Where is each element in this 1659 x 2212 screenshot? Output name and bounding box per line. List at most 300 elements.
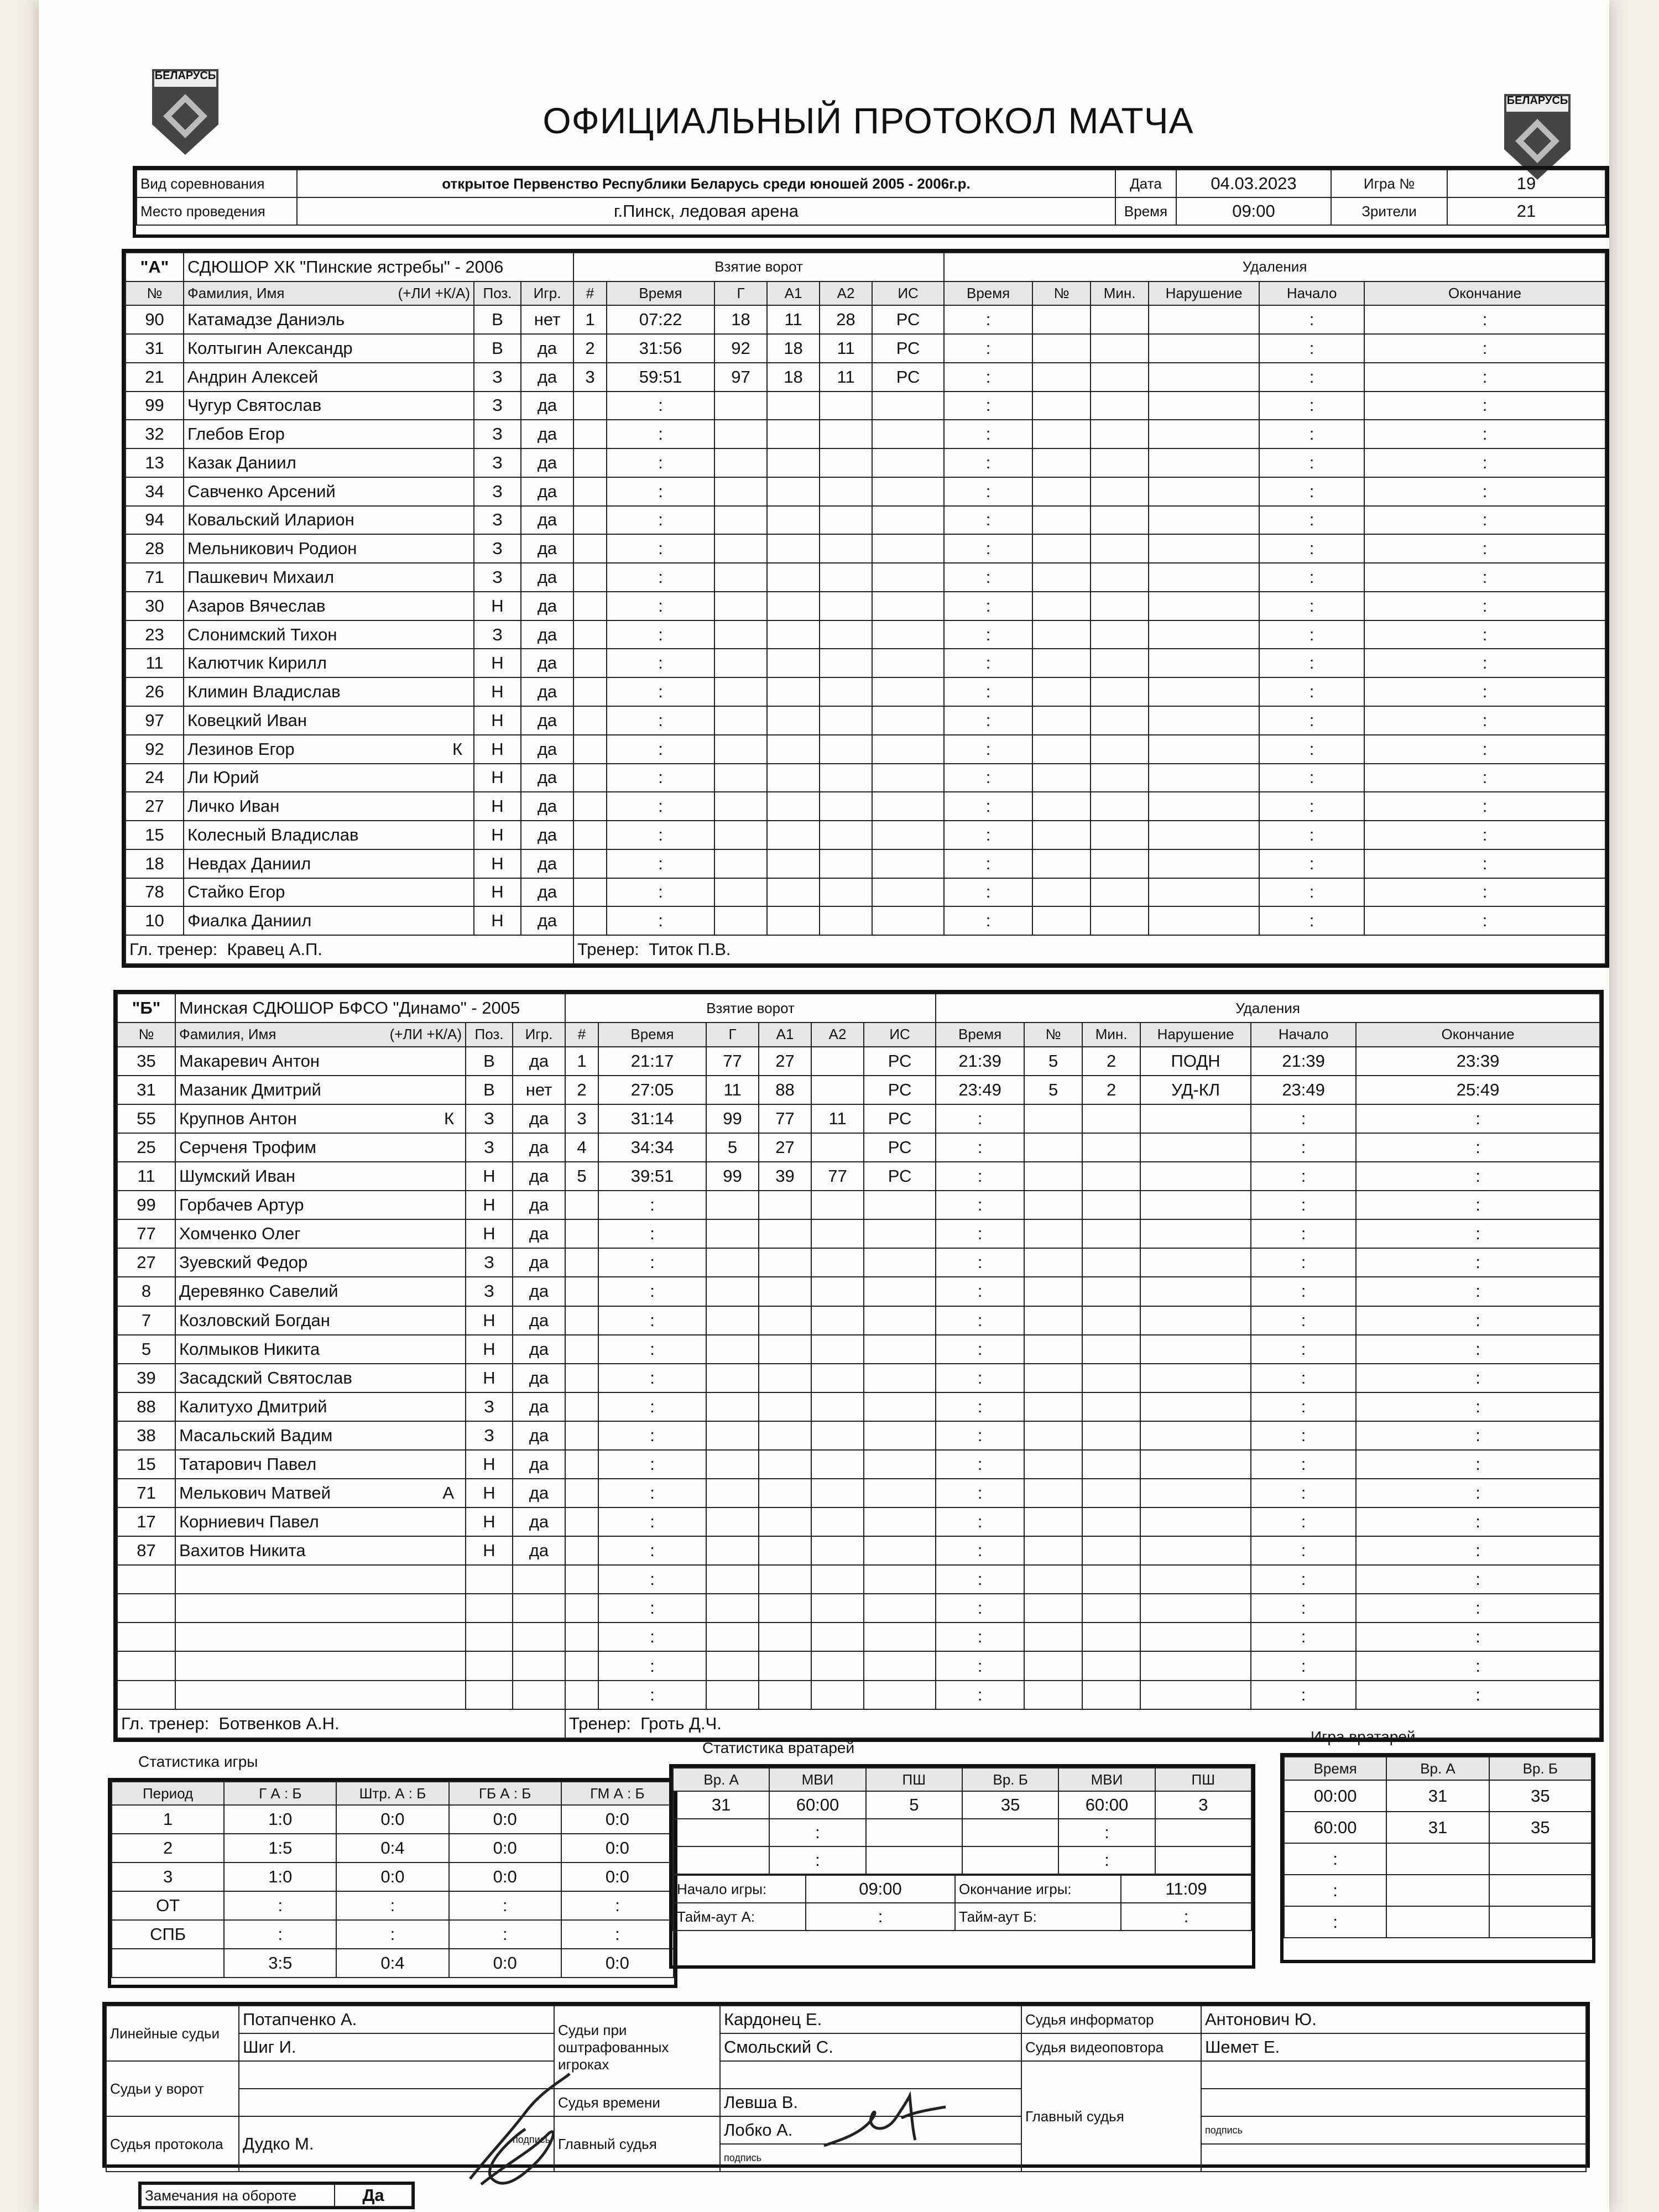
goal-a1 (759, 1364, 811, 1392)
linesman-2: Шиг И. (239, 2033, 554, 2061)
timeout-a-label: Тайм-аут А: (673, 1903, 806, 1931)
player-played: да (513, 1162, 565, 1191)
player-name-cell (175, 1047, 466, 1076)
goal-a2 (811, 1364, 864, 1392)
game-stats-table (108, 1778, 677, 1988)
player-played: да (521, 448, 573, 477)
player-name: Макаревич Антон (179, 1051, 320, 1071)
date-label: Дата (1115, 170, 1176, 197)
player-name-cell (184, 506, 474, 535)
player-number: 92 (126, 735, 184, 764)
table-row (112, 1834, 674, 1863)
penalty-time-empty: : (936, 1565, 1024, 1594)
player-name: Мазаник Дмитрий (179, 1079, 321, 1099)
head-coach: Гл. тренер: Ботвенков А.Н. (117, 1709, 565, 1738)
table-row (117, 1219, 1600, 1248)
goal-n (573, 506, 607, 535)
goal-t: 31:56 (607, 334, 714, 363)
player-played: да (521, 506, 573, 535)
penalty-n (1032, 477, 1091, 506)
player-position: Н (474, 821, 521, 849)
penalty-m (1082, 1479, 1140, 1507)
goal-is (872, 677, 944, 706)
player-position: В (466, 1047, 513, 1076)
player-number: 94 (126, 506, 184, 535)
player-played: да (513, 1479, 565, 1507)
player-number: 15 (126, 821, 184, 849)
penalty-m (1091, 305, 1149, 334)
goal-is (872, 392, 944, 420)
penalty-m (1082, 1565, 1140, 1594)
penalty-end-empty: : (1364, 677, 1605, 706)
header-g: Г (714, 281, 767, 305)
penalty-judges-label: Судьи при оштрафованных игроках (554, 2006, 720, 2089)
penalty-end-empty: : (1356, 1623, 1600, 1651)
penalty-n (1024, 1277, 1082, 1306)
goal-a2 (820, 792, 872, 821)
player-name: Колтыгин Александр (187, 338, 353, 358)
player-name-cell (175, 1479, 466, 1507)
table-row (126, 821, 1605, 849)
goal-time-empty: : (598, 1306, 706, 1335)
player-name: Климин Владислав (187, 682, 341, 702)
penalty-end-empty: : (1356, 1450, 1600, 1479)
goal-n: 1 (573, 305, 607, 334)
goal-a2 (811, 1623, 864, 1651)
penalty-end-empty: : (1364, 305, 1605, 334)
referee2-row-2 (1201, 2089, 1586, 2116)
table-row (126, 706, 1605, 735)
goal-a1 (759, 1565, 811, 1594)
goal-n (565, 1191, 598, 1219)
goal-n (565, 1364, 598, 1392)
player-played: да (521, 792, 573, 821)
player-position: З (474, 448, 521, 477)
table-row (1284, 1780, 1592, 1812)
goal-time-empty: : (607, 563, 714, 592)
goal-a1 (767, 420, 820, 448)
table-row (117, 1392, 1600, 1421)
player-played: да (521, 563, 573, 592)
goal-time-empty: : (607, 620, 714, 649)
game-stats-cell: 0:0 (449, 1863, 561, 1891)
player-played: да (513, 1306, 565, 1335)
penalty-end-empty: : (1356, 1536, 1600, 1565)
player-name-cell (184, 477, 474, 506)
penalty-v (1149, 363, 1259, 392)
game-stats-cell: : (224, 1920, 336, 1949)
penalty-time-empty: : (944, 592, 1032, 620)
table-row (673, 1791, 1251, 1819)
goal-a1 (767, 392, 820, 420)
player-number: 90 (126, 305, 184, 334)
player-position: Н (466, 1364, 513, 1392)
goal-a1 (759, 1248, 811, 1277)
goal-t: 21:17 (598, 1047, 706, 1076)
goal-n (573, 821, 607, 849)
penalty-e: 23:39 (1356, 1047, 1600, 1076)
game-stats-cell: 1:5 (224, 1834, 336, 1863)
game-stats-cell: 1:0 (224, 1863, 336, 1891)
penalty-e: 25:49 (1356, 1076, 1600, 1104)
table-row (126, 592, 1605, 620)
header-end: Окончание (1356, 1022, 1600, 1047)
player-name: Колмыков Никита (179, 1339, 320, 1359)
table-row (1284, 1812, 1592, 1843)
penalty-end-empty: : (1364, 906, 1605, 935)
penalty-v (1149, 764, 1259, 792)
goalie-game-cell: : (1284, 1875, 1386, 1906)
penalty-n (1024, 1681, 1082, 1709)
player-name: Невдах Даниил (187, 853, 311, 873)
penalty-n (1024, 1450, 1082, 1479)
penalty-m (1082, 1594, 1140, 1623)
penalty-n (1032, 821, 1091, 849)
penalty-end-empty: : (1356, 1421, 1600, 1450)
empty-cell (117, 1594, 175, 1623)
penalty-n (1024, 1392, 1082, 1421)
penalty-start-empty: : (1259, 506, 1364, 535)
goal-g (706, 1392, 759, 1421)
penalty-start-empty: : (1251, 1507, 1356, 1536)
penalty-n (1024, 1162, 1082, 1191)
player-role: А (442, 1483, 454, 1503)
table-row (117, 1162, 1600, 1191)
game-stats-cell: 1 (112, 1805, 224, 1834)
goal-g (706, 1191, 759, 1219)
info-judge-value: Антонович Ю. (1201, 2006, 1586, 2033)
penalty-n (1024, 1104, 1082, 1133)
spectators-value: 21 (1447, 197, 1605, 225)
penalty-start-empty: : (1259, 563, 1364, 592)
penalty-end-empty: : (1364, 821, 1605, 849)
table-row (126, 420, 1605, 448)
penalty-m (1091, 420, 1149, 448)
table-row (117, 1651, 1600, 1680)
player-number: 26 (126, 677, 184, 706)
player-name: Деревянко Савелий (179, 1281, 338, 1301)
penalty-v (1140, 1421, 1251, 1450)
penalty-m (1091, 849, 1149, 878)
header-a2: А2 (820, 281, 872, 305)
player-name-cell (175, 1335, 466, 1364)
goal-n (565, 1479, 598, 1507)
goal-n (573, 592, 607, 620)
penalty-start-empty: : (1259, 735, 1364, 764)
penalty-time-empty: : (936, 1651, 1024, 1680)
goal-a2 (820, 649, 872, 677)
penalty-start-empty: : (1259, 849, 1364, 878)
remarks-label: Замечания на обороте (141, 2184, 335, 2206)
goal-a1 (759, 1479, 811, 1507)
player-played: да (513, 1047, 565, 1076)
goal-a1 (759, 1306, 811, 1335)
penalty-end-empty: : (1364, 592, 1605, 620)
penalty-start-empty: : (1259, 677, 1364, 706)
player-name: Ковальский Иларион (187, 510, 354, 530)
player-name: Савченко Арсений (187, 481, 336, 501)
player-position: З (466, 1421, 513, 1450)
remarks-value: Да (335, 2184, 412, 2206)
penalty-start-empty: : (1259, 334, 1364, 363)
penalty-start-empty: : (1259, 420, 1364, 448)
player-number: 21 (126, 363, 184, 392)
empty-cell (117, 1565, 175, 1594)
header-gp: Игр. (521, 281, 573, 305)
penalty-time-empty: : (936, 1623, 1024, 1651)
goalie-stats-cell: : (1058, 1819, 1155, 1846)
player-played: да (521, 392, 573, 420)
player-number: 11 (117, 1162, 175, 1191)
game-stats-cell: : (336, 1920, 448, 1949)
game-stats-cell: 0:4 (336, 1949, 448, 1978)
penalty-v (1149, 735, 1259, 764)
penalty-end-empty: : (1364, 792, 1605, 821)
table-row (117, 1565, 1600, 1594)
penalty-time-empty: : (944, 620, 1032, 649)
table-row (673, 1819, 1251, 1846)
goal-g (714, 735, 767, 764)
goal-a1 (767, 592, 820, 620)
header-time: Время (944, 281, 1032, 305)
goal-a2 (811, 1536, 864, 1565)
player-position: Н (474, 764, 521, 792)
goalie-stats-block (669, 1764, 1255, 1969)
penalty-start-empty: : (1259, 906, 1364, 935)
player-number: 15 (117, 1450, 175, 1479)
goal-a2 (820, 735, 872, 764)
penalty-start-empty: : (1259, 821, 1364, 849)
goal-t: 34:34 (598, 1133, 706, 1162)
penalty-v (1149, 420, 1259, 448)
player-number: 34 (126, 477, 184, 506)
player-number: 99 (126, 392, 184, 420)
penalty-v (1140, 1335, 1251, 1364)
header-gp: Игр. (513, 1022, 565, 1047)
penalty-m (1082, 1450, 1140, 1479)
penalty-v (1140, 1191, 1251, 1219)
goal-g (714, 849, 767, 878)
goal-a1: 77 (759, 1104, 811, 1133)
table-row (126, 506, 1605, 535)
penalty-t: 23:49 (936, 1076, 1024, 1104)
game-stats-cell: 3:5 (224, 1949, 336, 1978)
player-position: Н (474, 792, 521, 821)
goal-g (714, 649, 767, 677)
goal-time-empty: : (598, 1681, 706, 1709)
penalty-m (1082, 1651, 1140, 1680)
player-name: Ли Юрий (187, 768, 259, 787)
goal-is (864, 1651, 936, 1680)
penalty-end-empty: : (1364, 448, 1605, 477)
goal-a1 (767, 649, 820, 677)
penalty-time-empty: : (936, 1104, 1024, 1133)
goal-n (565, 1594, 598, 1623)
player-name: Ковецкий Иван (187, 710, 307, 730)
goal-g (714, 477, 767, 506)
goal-g (714, 677, 767, 706)
header-is: ИС (872, 281, 944, 305)
goal-is (872, 563, 944, 592)
goal-g (706, 1277, 759, 1306)
goal-a2: 11 (811, 1104, 864, 1133)
remarks-block (138, 2182, 415, 2209)
penalty-n (1032, 849, 1091, 878)
goal-a1 (759, 1594, 811, 1623)
goal-g (706, 1450, 759, 1479)
goalie-stats-cell (1155, 1846, 1251, 1874)
game-start-label: Начало игры: (673, 1875, 806, 1903)
player-played: да (521, 821, 573, 849)
goalie-game-cell: 60:00 (1284, 1812, 1386, 1843)
table-row (112, 1949, 674, 1978)
game-stats-cell: 0:0 (449, 1805, 561, 1834)
goal-is (872, 906, 944, 935)
penalty-m (1082, 1335, 1140, 1364)
referee-value: Лобко А. (720, 2116, 1021, 2144)
header-g: Г (706, 1022, 759, 1047)
penalty-v (1140, 1219, 1251, 1248)
penalty-time-empty: : (936, 1536, 1024, 1565)
goal-is (872, 821, 944, 849)
empty-cell (117, 1623, 175, 1651)
penalty-start-empty: : (1251, 1421, 1356, 1450)
game-stats-header: ГБ А : Б (449, 1782, 561, 1805)
player-position: Н (474, 735, 521, 764)
goal-a1: 18 (767, 363, 820, 392)
goalie-game-cell (1489, 1906, 1592, 1938)
goal-n (565, 1450, 598, 1479)
head-coach: Гл. тренер: Кравец А.П. (126, 935, 573, 964)
player-name: Мельникович Родион (187, 539, 357, 559)
table-row (1284, 1906, 1592, 1938)
penalty-m (1091, 792, 1149, 821)
goal-n (573, 735, 607, 764)
goal-a1 (767, 677, 820, 706)
goal-is (864, 1594, 936, 1623)
penalty-time-empty: : (944, 334, 1032, 363)
penalty-m (1091, 534, 1149, 563)
penalty-v (1140, 1479, 1251, 1507)
table-row (126, 849, 1605, 878)
game-stats-cell: ОТ (112, 1891, 224, 1920)
player-position: З (466, 1133, 513, 1162)
table-row (117, 1479, 1600, 1507)
goal-a1 (767, 563, 820, 592)
goal-time-empty: : (598, 1335, 706, 1364)
player-name: Крупнов Антон (179, 1109, 297, 1129)
goal-t: 59:51 (607, 363, 714, 392)
player-played: да (521, 764, 573, 792)
player-position: З (474, 477, 521, 506)
goal-is (864, 1421, 936, 1450)
header-name: Фамилия, Имя (+ЛИ +К/А) (184, 281, 474, 305)
page-title: ОФИЦИАЛЬНЫЙ ПРОТОКОЛ МАТЧА (542, 100, 1194, 141)
goal-a1 (767, 878, 820, 907)
penalty-v (1140, 1133, 1251, 1162)
player-played: да (513, 1421, 565, 1450)
goal-n (573, 792, 607, 821)
penalty-v (1149, 392, 1259, 420)
player-number: 99 (117, 1191, 175, 1219)
penalty-v (1140, 1248, 1251, 1277)
player-name-cell (175, 1104, 466, 1133)
table-row (112, 1805, 674, 1834)
goal-g (714, 420, 767, 448)
player-name-cell (184, 735, 474, 764)
player-name-cell (184, 563, 474, 592)
goalie-game-header: Вр. А (1386, 1757, 1489, 1780)
player-number: 13 (126, 448, 184, 477)
header-viol: Нарушение (1140, 1022, 1251, 1047)
player-name-cell (184, 334, 474, 363)
goal-a2 (820, 620, 872, 649)
player-number: 97 (126, 706, 184, 735)
penalty-end-empty: : (1356, 1594, 1600, 1623)
penalty-s: 23:49 (1251, 1076, 1356, 1104)
penalty-time-empty: : (936, 1191, 1024, 1219)
goal-a2 (811, 1450, 864, 1479)
player-position: Н (466, 1536, 513, 1565)
penalty-time-empty: : (944, 420, 1032, 448)
penalty-end-empty: : (1356, 1364, 1600, 1392)
goal-is (864, 1191, 936, 1219)
game-stats-cell: 0:0 (561, 1834, 674, 1863)
penalty-time-empty: : (936, 1277, 1024, 1306)
referee-sign-label: подпись (720, 2144, 1021, 2172)
penalty-m (1091, 906, 1149, 935)
table-row (126, 363, 1605, 392)
goal-is (864, 1306, 936, 1335)
goal-n (565, 1565, 598, 1594)
goal-n (565, 1248, 598, 1277)
penalty-m (1091, 764, 1149, 792)
goalie-stats-header: МВИ (769, 1768, 865, 1791)
empty-cell (175, 1681, 466, 1709)
time-label: Время (1115, 197, 1176, 225)
goal-n (573, 420, 607, 448)
table-row (117, 1681, 1600, 1709)
goal-is (872, 764, 944, 792)
penalty-time-empty: : (944, 363, 1032, 392)
goal-a2 (811, 1392, 864, 1421)
goal-time-empty: : (598, 1364, 706, 1392)
game-stats-cell: 0:0 (561, 1863, 674, 1891)
penalty-end-empty: : (1364, 620, 1605, 649)
penalty-start-empty: : (1251, 1681, 1356, 1709)
goalie-stats-header: Вр. Б (962, 1768, 1058, 1791)
player-played: да (521, 620, 573, 649)
empty-cell (466, 1594, 513, 1623)
goal-g: 11 (706, 1076, 759, 1104)
table-row (117, 1047, 1600, 1076)
empty-cell (513, 1651, 565, 1680)
goal-is (872, 420, 944, 448)
penalty-m (1091, 392, 1149, 420)
penalty-s: 21:39 (1251, 1047, 1356, 1076)
game-stats-cell: СПБ (112, 1920, 224, 1949)
table-row (117, 1277, 1600, 1306)
table-row (117, 1594, 1600, 1623)
empty-cell (513, 1681, 565, 1709)
penalty-judge-1: Кардонец Е. (720, 2006, 1021, 2033)
goalie-game-header: Вр. Б (1489, 1757, 1592, 1780)
penalty-end-empty: : (1364, 534, 1605, 563)
goal-g (714, 821, 767, 849)
player-position: Н (466, 1507, 513, 1536)
goal-a1 (759, 1507, 811, 1536)
penalty-start-empty: : (1251, 1536, 1356, 1565)
